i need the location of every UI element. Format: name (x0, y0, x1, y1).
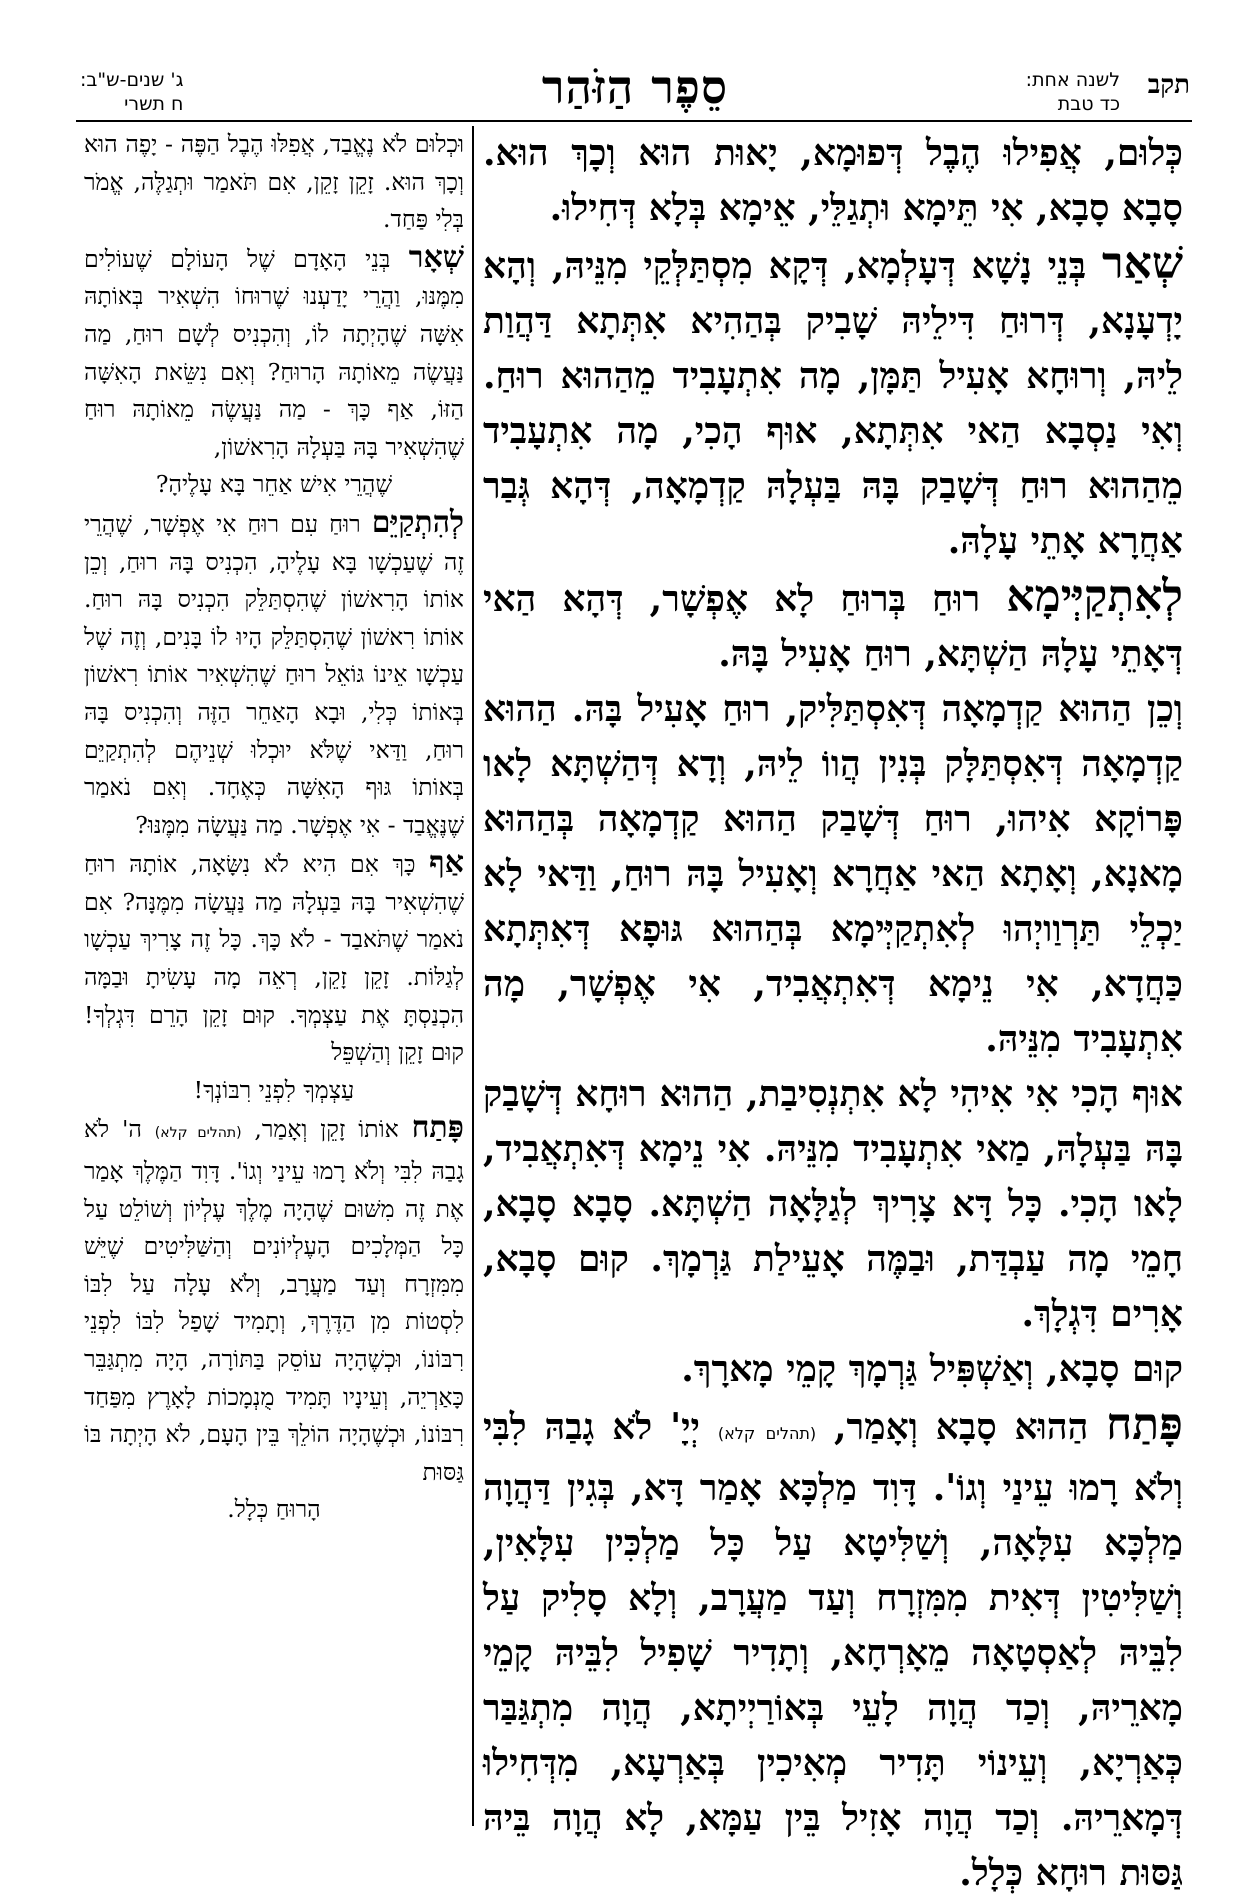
side-s5-text-b: ה' לֹא גָבַהּ לִבִּי וְלֹא רָמוּ עֵינַי וְגוֹ'. דָּוִד הַמֶּלֶךְ אָמַר אֶת זֶה מִשּׁוּם שֶׁהָיָה מֶלֶךְ עֶלְיוֹן וְשׁוֹלֵט עַל כָּל הַמְּלָכִים הָעֶלְיוֹנִים וְהַשַּׁלִּיטִים שֶׁיֵּשׁ מִמִּזְרָח וְעַד מַעֲרָב, וְלֹא עָלָה עַל לִבּוֹ לִסְטוֹת מִן הַדֶּרֶךְ, וְתָמִיד שָׁפַל לִבּוֹ לִפְנֵי רִבּוֹנוֹ, וּכְשֶׁהָיָה עוֹסֵק בַּתּוֹרָה, הָיָה מִתְגַּבֵּר כָּאַרְיֵה, וְעֵינָיו תָּמִיד מֻנְמָכוֹת לָאָרֶץ מִפַּחַד רִבּוֹנוֹ, וּכְשֶׁהָיָה הוֹלֵךְ בֵּין הָעָם, לֹא הָיְתָה בּוֹ גַּסּוּת (84, 1115, 464, 1486)
main-p6-text: קוּם סָבָא, וְאַשְׁפִּיל גַּרְמָךְ קָמֵי מָארָךְ. (681, 1348, 1183, 1390)
translation-text (84, 126, 464, 1529)
side-s2-lead: שְׁאָר (408, 239, 464, 275)
side-s4-text: כָּךְ אִם הִיא לֹא נִשָּׂאָה, אוֹתָהּ רוּחַ שֶׁהִשְׁאִיר בָּהּ בַּעְלָהּ מַה נַּעֲשָׂה מִמֶּנָּה? אִם נֹאמַר שֶׁתֹּאבַד - לֹא כָּךְ. כָּל זֶה צָרִיךְ עַכְשָׁו לְגַלּוֹת. זָקֵן זָקֵן, רְאֵה מָה עָשִׂיתָ וּבַמָּה הִכְנַסְתָּ אֶת עַצְמְךָ. קוּם זָקֵן הָרֵם דִּגְלְךָ! קוּם זָקֵן וְהַשְׁפֵּל (84, 850, 464, 1067)
main-p7-text-b: יְיָ' לֹא גָבַהּ לִבִּי וְלֹא רָמוּ עֵינַי וְגוֹ'. דָּוִד מַלְכָּא אָמַר דָּא, בְּגִין דַּהֲוָה מַלְכָּא עִלָּאָה, וְשַׁלִּיטָא עַל כָּל מַלְכִּין עִלָּאִין, וְשַׁלִּיטִין דְּאִית מִמִּזְרָח וְעַד מַעֲרָב, וְלָא סָלִיק עַל לִבֵּיהּ לְאַסְטָאָה מֵאָרְחָא, וְתָדִיר שָׁפִיל לִבֵּיהּ קָמֵי מָארֵיהּ, וְכַד הֲוָה לָעֵי בְּאוֹרַיְיתָא, הֲוָה מִתְגַּבַּר כְּאַרְיָא, וְעֵינוֹי תָּדִיר מְאִיכִין בְּאַרְעָא, מִדְּחִילוּ דְּמָארֵיהּ. וְכַד הֲוָה אָזִיל בֵּין עַמָּא, לָא הֲוָה בֵּיהּ גַּסּוּת רוּחָא כְּלָל. (483, 1406, 1183, 1894)
main-column (483, 126, 1183, 1894)
side-s1-text: וּכְלוּם לֹא נֶאֱבַד, אֲפִלּוּ הֶבֶל הַפֶּה - יָפֶה הוּא וְכָךְ הוּא. זָקֵן זָקֵן, אִם תֹּאמַר וּתְגַלֶּה, אֱמֹר בְּלִי פַּחַד. (84, 130, 464, 234)
translation-column (84, 126, 464, 1846)
main-paragraph (483, 236, 1183, 569)
column-divider (472, 126, 474, 1826)
main-p1-text: כְּלוּם, אֲפִילוּ הֶבֶל דְּפוּמָא, יָאוּת הוּא וְכָךְ הוּא. סָבָא סָבָא, אִי תֵּימָא וּתְגַלֵּי, אֵימָא בְּלָא דְּחִילוּ. (483, 132, 1183, 229)
main-p4-text: וְכֵן הַהוּא קַדְמָאָה דְּאִסְתַּלִּיק, רוּחַ אָעִיל בָּהּ. הַהוּא קַדְמָאָה דְּאִסְתַּלָּק בְּנִין הֲווֹ לֵיהּ, וְדָא דְּהַשְׁתָּא לָאו פָּרוֹקָא אִיהוּ, רוּחַ דְּשָׁבַק הַהוּא קַדְמָאָה בְּהַהוּא מָאנָא, וְאָתָא הַאי אַחֲרָא וְאָעִיל בָּהּ רוּחַ, וַדַּאי לָא יַכְלֵי תַּרְוַויְהוּ לְאִתְקַיְּימָא בְּהַהוּא גּוּפָא דְּאִתְּתָא כַּחֲדָא, אִי נֵימָא דְּאִתְאֲבִיד, אִי אֶפְשָׁר, מָה אִתְעָבִיד מִנֵּיהּ. (483, 688, 1183, 1060)
main-paragraph (483, 1067, 1183, 1342)
side-paragraph (84, 126, 464, 239)
header-alt-schedule-box (80, 68, 183, 116)
side-s3-text: רוּחַ עִם רוּחַ אִי אֶפְשָׁר, שֶׁהֲרֵי זֶה שֶׁעַכְשָׁו בָּא עָלֶיהָ, הִכְנִיס בָּהּ רוּחַ, וְכֵן אוֹתוֹ הָרִאשׁוֹן שֶׁהִסְתַּלֵּק הִכְנִיס בָּהּ רוּחַ. אוֹתוֹ רִאשׁוֹן שֶׁהִסְתַּלֵּק הָיוּ לוֹ בָּנִים, וְזֶה שֶׁל עַכְשָׁו אֵינוֹ גּוֹאֵל רוּחַ שֶׁהִשְׁאִיר אוֹתוֹ רִאשׁוֹן בְּאוֹתוֹ כְּלִי, וּבָא הָאַחֵר הַזֶּה וְהִכְנִיס בָּהּ רוּחַ, וַדַּאי שֶׁלֹּא יוּכְלוּ שְׁנֵיהֶם לְהִתְקַיֵּם בְּאוֹתוֹ גּוּף הָאִשָּׁה כְּאֶחָד. וְאִם נֹאמַר שֶׁנֶּאֱבַד - אִי אֶפְשָׁר. מַה נַּעֲשָׂה מִמֶּנּוּ? (84, 509, 464, 839)
main-p7-lead: פָּתַח (1106, 1399, 1183, 1450)
main-paragraph (483, 1342, 1183, 1397)
main-p5-text: אוּף הָכִי אִי אִיהִי לָא אִתְנְסִיבַת, הַהוּא רוּחָא דְּשָׁבַק בָּהּ בַּעְלָהּ, מַאי אִתְעָבִיד מִנֵּיהּ. אִי נֵימָא דְּאִתְאֲבִיד, לָאו הָכִי. כָּל דָּא צָרִיךְ לְגַלָּאָה הַשְׁתָּא. סָבָא סָבָא, חָמֵי מָה עַבְדַּת, וּבַמֶּה אָעֵילַת גַּרְמָךְ. קוּם סָבָא, אָרִים דִּגְלָךְ. (483, 1073, 1183, 1335)
main-paragraph (483, 126, 1183, 236)
side-s5-lead: פָּתַח (411, 1110, 464, 1146)
side-s4-end: עַצְמְךָ לִפְנֵי רִבּוֹנְךָ! (193, 1075, 355, 1104)
page-number: תקב (1147, 70, 1190, 100)
book-title: סֵפֶר הַזֹּהַר (541, 60, 729, 114)
side-s5-text-a: אוֹתוֹ זָקֵן וְאָמַר, (254, 1115, 399, 1144)
main-p3-text: רוּחַ בְּרוּחַ לָא אֶפְשָׁר, דְּהָא הַאי דְּאָתֵי עָלָהּ הַשְׁתָּא, רוּחַ אָעִיל בָּהּ. (483, 578, 1183, 675)
header-alt-schedule-date: ח תשרי (124, 93, 184, 115)
header-schedule-date: כד טבת (1057, 93, 1120, 115)
main-paragraph (483, 569, 1183, 682)
header-alt-schedule-label: ג' שנים-ש"ב: (80, 69, 184, 91)
main-p7-text-a: הַהוּא סָבָא וְאָמַר, (834, 1406, 1089, 1448)
side-paragraph-end (84, 1072, 464, 1110)
side-paragraph (84, 1109, 464, 1491)
side-s5-end: הָרוּחַ כְּלָל. (227, 1495, 321, 1524)
side-paragraph-end (84, 1491, 464, 1529)
side-paragraph-end (84, 466, 464, 504)
header-schedule-label: לשנה אחת: (1025, 69, 1120, 91)
side-s4-lead: אַף (429, 845, 464, 881)
side-s2-text: בְּנֵי הָאָדָם שֶׁל הָעוֹלָם שֶׁעוֹלִים מִמֶּנּוּ, וַהֲרֵי יָדַעְנוּ שֶׁרוּחוֹ הִשְׁאִיר בְּאוֹתָהּ אִשָּׁה שֶׁהָיְתָה לוֹ, וְהִכְנִיס לְשָׁם רוּחַ, מַה נַּעֲשֶׂה מֵאוֹתָהּ הָרוּחַ? וְאִם נִשֵּׂאת הָאִשָּׁה הַזּוֹ, אַף כָּךְ - מַה נַּעֲשֶׂה מֵאוֹתָהּ רוּחַ שֶׁהִשְׁאִיר בָּהּ בַּעְלָהּ הָרִאשׁוֹן, (84, 244, 464, 461)
side-s3-lead: לְהִתְקַיֵּם (371, 504, 464, 540)
main-p7-citation: (תהלים קלא) (717, 1424, 817, 1443)
side-paragraph (84, 844, 464, 1072)
side-s5-citation: (תהלים קלא) (154, 1125, 242, 1142)
side-paragraph (84, 504, 464, 844)
main-text (483, 126, 1183, 1901)
main-paragraph (483, 1397, 1183, 1901)
side-s2-end: שֶׁהֲרֵי אִישׁ אַחֵר בָּא עָלֶיהָ? (155, 470, 393, 499)
side-paragraph (84, 239, 464, 467)
main-p3-lead: לְאִתְקַיְּימָא (1006, 571, 1183, 622)
main-p2-lead: שְׁאַר (1101, 238, 1183, 289)
header-rule (76, 120, 1192, 122)
main-paragraph (483, 682, 1183, 1067)
main-p2-text: בְּנֵי נָשָׁא דְּעָלְמָא, דְּקָא מִסְתַּלְּקֵי מִנֵּיהּ, וְהָא יָדְעָנָא, דְּרוּחַ דִּילֵיהּ שָׁבִיק בְּהַהִיא אִתְּתָא דַּהֲוַת לֵיהּ, וְרוּחָא אָעִיל תַּמָּן, מָה אִתְעָבִיד מֵהַהוּא רוּחַ. וְאִי נַסְבָא הַאי אִתְּתָא, אוּף הָכִי, מָה אִתְעָבִיד מֵהַהוּא רוּחַ דְּשָׁבַק בָּהּ בַּעְלָהּ קַדְמָאָה, דְּהָא גְּבַר אַחֲרָא אָתֵי עָלָהּ. (483, 245, 1183, 562)
